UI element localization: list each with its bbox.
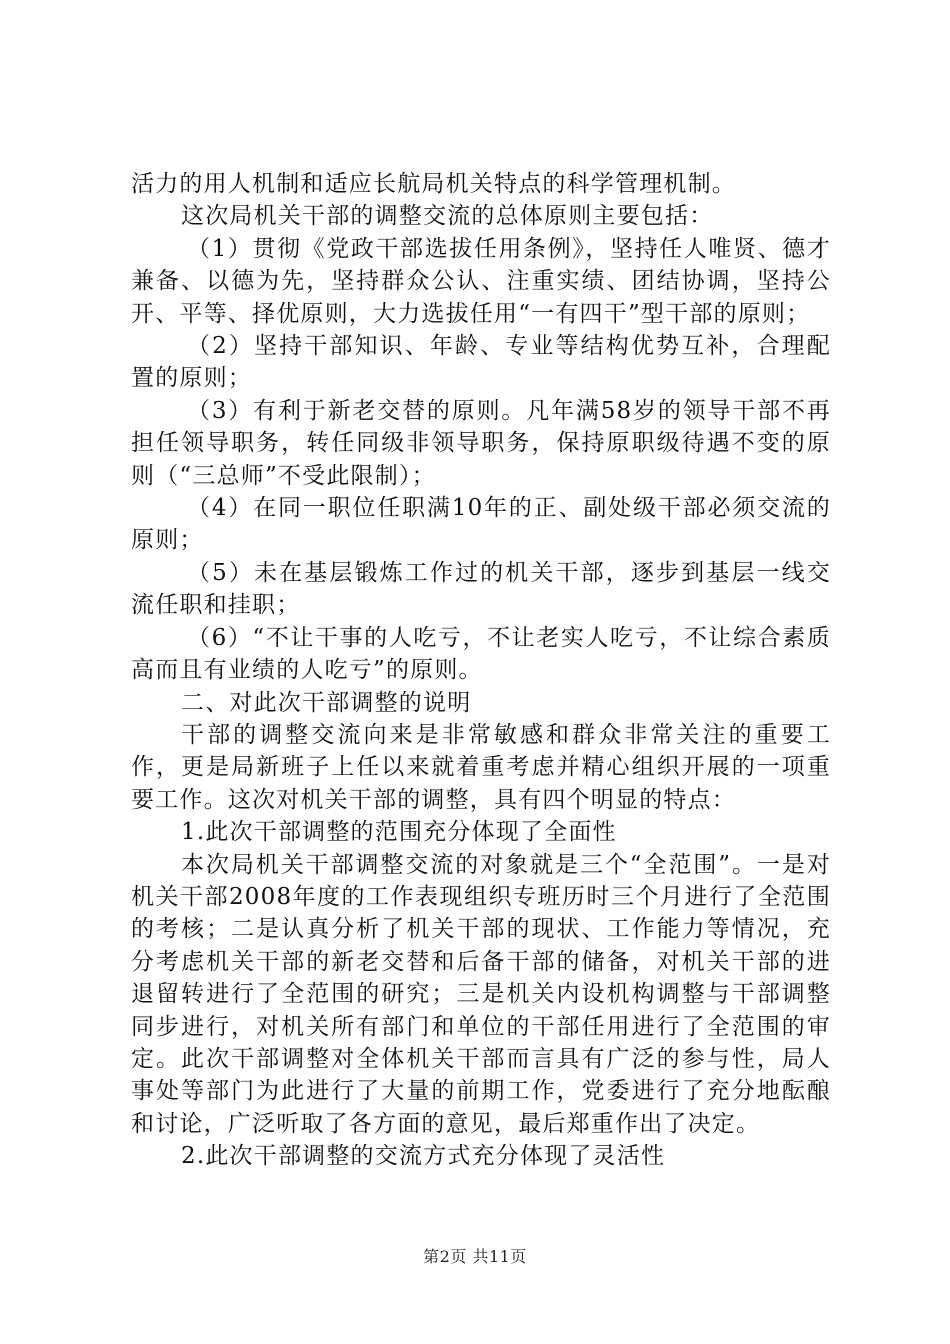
paragraph-principles-intro: 这次局机关干部的调整交流的总体原则主要包括： — [181, 203, 714, 230]
principle-item-2: （2）坚持干部知识、年龄、专业等结构优势互补，合理配置的原则； — [131, 333, 831, 392]
paragraph-scope: 本次局机关干部调整交流的对象就是三个“全范围”。一是对机关干部2008年度的工作表现组织专班历时三个月进行了全范围的考核；二是认真分析了机关干部的现状、工作能力等情况，充分考虑机关干部的新老交替和后备干部的储备，对机关干部的进退留转进行了全范围的研究；三是机关内设机构调整与干部调整同步进行，对机关所有部门和单位的干部任用进行了全范围的审定。此次干部调整对全体机关干部而言具有广泛的参与性，局人事处等部门为此进行了大量的前期工作，党委进行了充分地酝酿和讨论，广泛听取了各方面的意见，最后郑重作出了决定。 — [131, 851, 831, 1137]
principle-item-1: （1）贯彻《党政干部选拔任用条例》，坚持任人唯贤、德才兼备、以德为先，坚持群众公认、注重实绩、团结协调，坚持公开、平等、择优原则，大力选拔任用“一有四干”型干部的原则； — [131, 235, 831, 327]
document-body — [131, 168, 831, 1173]
paragraph-continuation: 活力的用人机制和适应长航局机关特点的科学管理机制。 — [131, 171, 736, 197]
paragraph-adjustment-overview: 干部的调整交流向来是非常敏感和群众非常关注的重要工作，更是局新班子上任以来就着重考虑并精心组织开展的一项重要工作。这次对机关干部的调整，具有四个明显的特点： — [131, 721, 831, 813]
subheading-1: 1.此次干部调整的范围充分体现了全面性 — [181, 819, 617, 846]
section-heading-2: 二、对此次干部调整的说明 — [181, 689, 472, 716]
principle-item-3: （3）有利于新老交替的原则。凡年满58岁的领导干部不再担任领导职务，转任同级非领导职务，保持原职级待遇不变的原则（“三总师”不受此限制）； — [131, 397, 831, 489]
principle-item-6: （6）“不让干事的人吃亏，不让老实人吃亏，不让综合素质高而且有业绩的人吃亏”的原则。 — [131, 624, 831, 684]
principle-item-5: （5）未在基层锻炼工作过的机关干部，逐步到基层一线交流任职和挂职； — [131, 559, 831, 619]
subheading-2: 2.此次干部调整的交流方式充分体现了灵活性 — [181, 1143, 666, 1170]
page-footer: 第2页 共11页 — [423, 1247, 527, 1266]
principle-item-4: （4）在同一职位任职满10年的正、副处级干部必须交流的原则； — [131, 495, 831, 554]
